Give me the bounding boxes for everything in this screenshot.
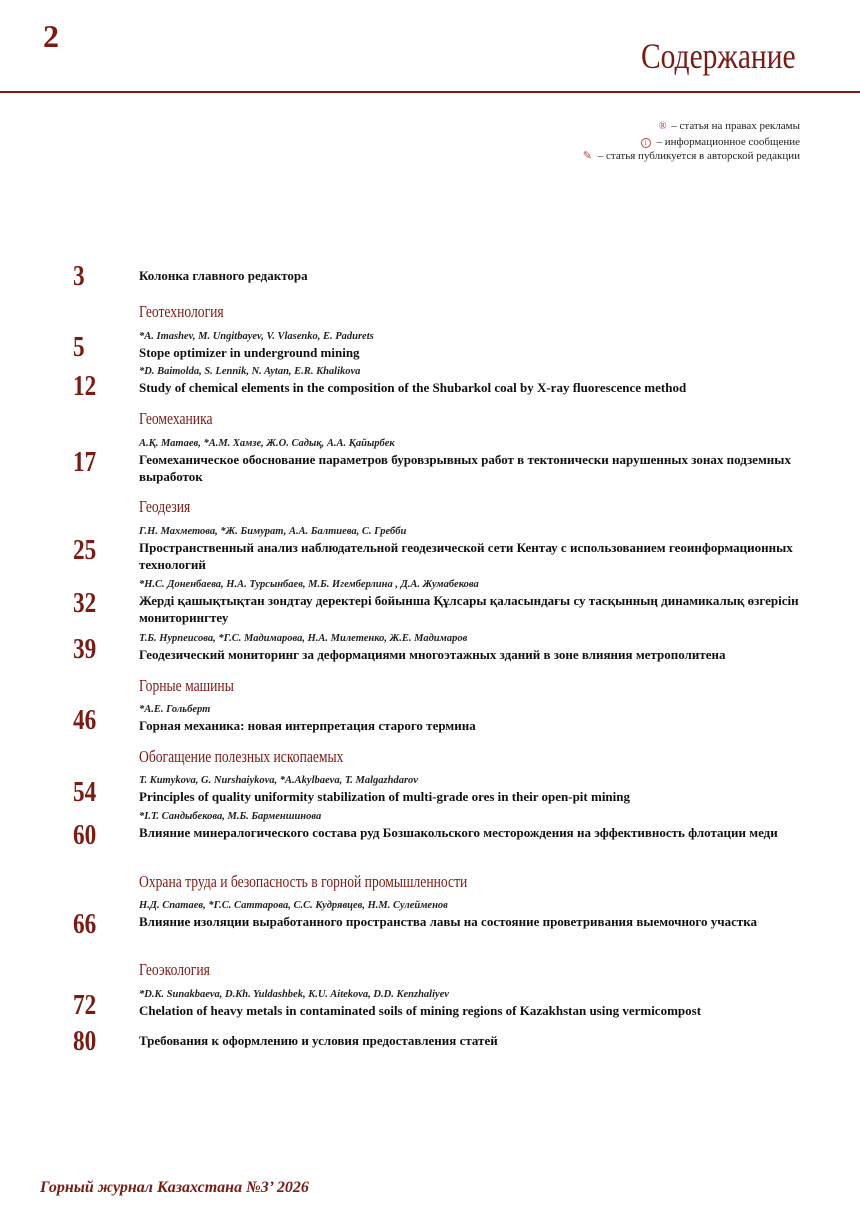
toc-authors: *A. Imashev, M. Ungitbayev, V. Vlasenko, E. Padurets [139,331,374,342]
toc-authors: Г.Н. Махметова, *Ж. Бимурат, А.А. Балтиева, С. Гребби [139,526,407,537]
section-heading-mining-machines: Горные машины [139,676,234,695]
toc-title: Геомеханическое обоснование параметров буровзрывных работ в тектонически нарушенных зонах подземных выработок [139,452,791,484]
toc-authors: *Н.С. Доненбаева, Н.А. Турсынбаев, М.Б. Игемберлина , Д.А. Жумабекова [139,579,479,590]
toc-page-number: 72 [73,989,97,1021]
legend-item-label: – информационное сообщение [656,135,800,148]
toc-title: Требования к оформлению и условия предоставления статей [139,1033,498,1048]
toc-title: Влияние минералогического состава руд Бозшакольского месторождения на эффективность флотации меди [139,825,778,840]
toc-title: Геодезический мониторинг за деформациями многоэтажных зданий в зоне влияния метрополитена [139,647,726,662]
toc-title: Пространственный анализ наблюдательной геодезической сети Кентау с использованием геоинформационных технологий [139,540,793,572]
toc-title: Stope optimizer in underground mining [139,345,360,360]
registered-icon: ® [658,121,667,132]
toc-page-number: 5 [73,331,85,363]
toc-page-number: 3 [73,260,85,292]
info-icon: i [641,138,651,148]
toc-authors: *А.Е. Гольберт [139,704,211,715]
toc-title: Колонка главного редактора [139,268,308,283]
toc-authors: Т.Б. Нурпеисова, *Г.С. Мадимарова, Н.А. Милетенко, Ж.Е. Мадимаров [139,633,468,644]
toc-page-number: 60 [73,819,97,851]
toc-page-number: 54 [73,776,97,808]
section-heading-geomechanics: Геомеханика [139,409,213,428]
toc-page-number: 46 [73,704,97,736]
toc-page-number: 25 [73,534,97,566]
section-heading-geodesy: Геодезия [139,497,191,516]
toc-title: Горная механика: новая интерпретация старого термина [139,718,476,733]
section-heading-occupational-safety: Охрана труда и безопасность в горной промышленности [139,872,468,891]
pen-icon: ✎ [582,150,592,162]
legend-item-label: – статья на правах рекламы [671,120,800,132]
toc-title: Жерді қашықтықтан зондтау деректері бойынша Құлсары қаласындағы су тасқынның динамикалық өзгерісін мониторингтеу [139,593,799,625]
section-heading-geotechnology: Геотехнология [139,302,224,321]
toc-authors: *D.K. Sunakbaeva, D.Kh. Yuldashbek, K.U. Aitekova, D.D. Kenzhaliyev [139,989,449,1000]
toc-page-number: 12 [73,370,97,402]
toc-page-number: 39 [73,633,97,665]
legend-item-label: – статья публикуется в авторской редакции [597,150,800,162]
toc-authors: А.Қ. Матаев, *А.М. Хамзе, Ж.О. Садық, А.А. Қайырбек [139,438,395,449]
toc-page-number: 80 [73,1025,97,1057]
toc-page-number: 17 [73,446,97,478]
section-heading-geoecology: Геоэкология [139,960,210,979]
toc-title: Chelation of heavy metals in contaminated soils of mining regions of Kazakhstan using vermicompost [139,1003,702,1018]
toc-title: Principles of quality uniformity stabilization of multi-grade ores in their open-pit mining [139,789,630,804]
toc-page-number: 66 [73,908,97,940]
page-title: Содержание [641,36,796,76]
toc-authors: T. Kumykova, G. Nurshaiykova, *A.Akylbaeva, T. Malgazhdarov [139,775,418,786]
toc-page-number: 32 [73,587,97,619]
toc-title: Влияние изоляции выработанного пространства лавы на состояние проветривания выемочного участка [139,914,758,929]
section-heading-mineral-processing: Обогащение полезных ископаемых [139,747,344,766]
toc-authors: Н.Д. Спатаев, *Г.С. Саттарова, С.С. Кудрявцев, Н.М. Сулейменов [139,900,448,911]
toc-authors: *D. Baimolda, S. Lennik, N. Aytan, E.R. Khalikova [139,366,361,377]
journal-footer: Горный журнал Казахстана №3’ 2026 [40,1179,309,1196]
toc-title: Study of chemical elements in the composition of the Shubarkol coal by X-ray fluorescence method [139,380,687,395]
toc-authors: *I.T. Сандыбекова, М.Б. Барменшинова [139,811,322,822]
page-number: 2 [43,18,59,54]
